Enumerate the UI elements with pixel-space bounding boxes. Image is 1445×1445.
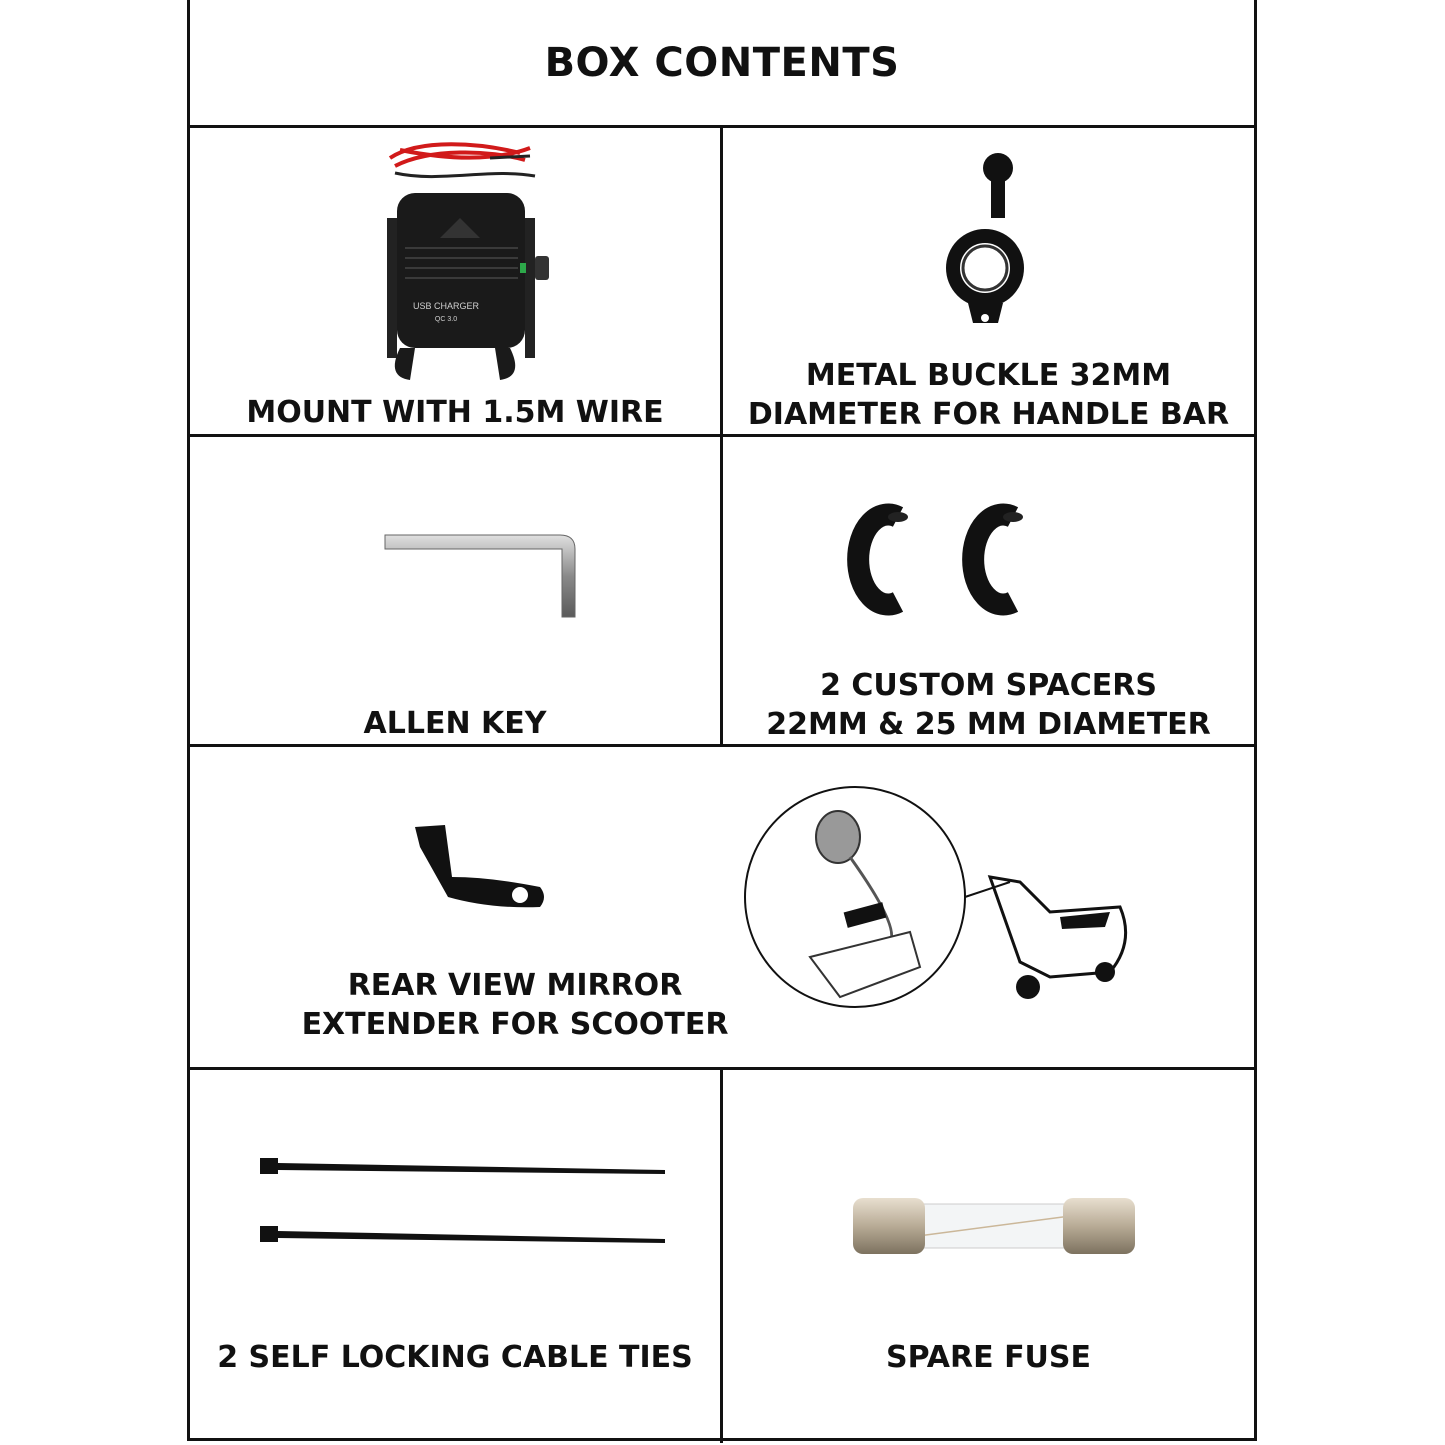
item-spacers [723,437,1254,744]
page-title: BOX CONTENTS [544,40,900,86]
label-line: DIAMETER FOR HANDLE BAR [747,397,1230,432]
item-label [723,356,1254,434]
mount-print-main: USB CHARGER [412,301,480,311]
item-label [190,966,840,1044]
allen-key-icon [190,437,720,744]
item-cable-ties [190,1070,720,1441]
label-line: REAR VIEW MIRROR [347,968,683,1003]
mount-print-sub: QC 3.0 [434,316,458,323]
fuse-icon [723,1070,1254,1441]
label-line: 22MM & 25 MM DIAMETER [766,707,1211,742]
item-mirror-extender [190,747,1254,1067]
label-line: MOUNT WITH 1.5M WIRE [246,395,664,430]
item-label [190,393,720,432]
item-label [190,1338,720,1377]
item-label [723,1338,1254,1377]
item-allen-key [190,437,720,744]
phone-mount-icon [190,128,720,434]
label-line: SPARE FUSE [885,1340,1092,1375]
label-line: 2 CUSTOM SPACERS [820,668,1157,703]
item-label [723,666,1254,744]
label-line: METAL BUCKLE 32MM [805,358,1172,393]
label-line: EXTENDER FOR SCOOTER [301,1007,729,1042]
item-label [190,704,720,743]
label-line: ALLEN KEY [363,706,547,741]
item-buckle [723,128,1254,434]
label-line: 2 SELF LOCKING CABLE TIES [217,1340,693,1375]
cable-ties-icon [190,1070,720,1441]
item-spare-fuse [723,1070,1254,1441]
item-mount [190,128,720,434]
